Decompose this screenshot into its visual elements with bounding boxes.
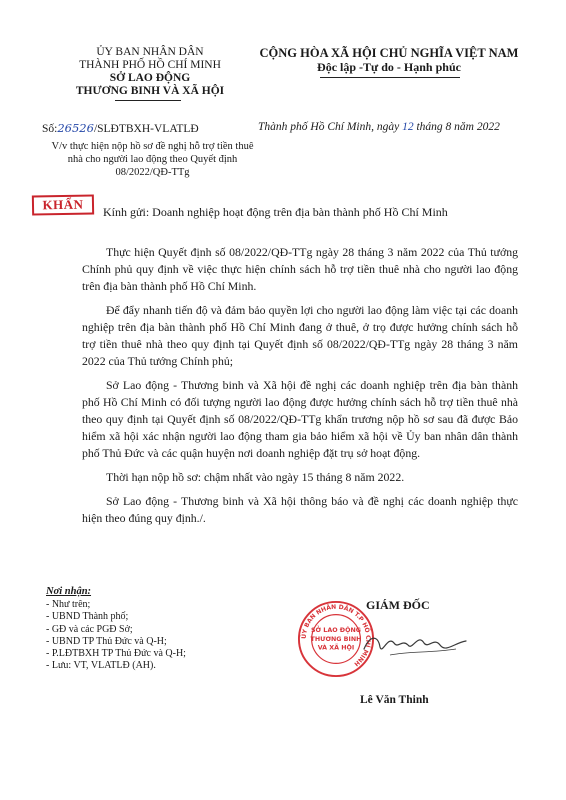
recipient-item: - P.LĐTBXH TP Thủ Đức và Q-H;: [46, 648, 186, 660]
agency-header: [40, 46, 260, 98]
signature-underline: [390, 649, 456, 655]
seal-inner-line-1: SỞ LAO ĐỘNG: [311, 627, 361, 635]
body-paragraph: Sở Lao động - Thương binh và Xã hội đề nghị các doanh nghiệp trên địa bàn thành phố Hồ Chí Minh có đối tượng người lao động được hưởng chính sách hỗ trợ tiền thuê nhà theo quy định tại Quyết định số 08/2022/QĐ-TTg khẩn trương nộp hồ sơ sau đã được Bảo hiểm xã hội xác nhận người lao động tham gia bảo hiểm xã hội về Ủy ban nhân dân thành phố Thủ Đức và các quận huyện nơi doanh nghiệp đặt trụ sở hoạt động.: [82, 378, 518, 460]
signature-stroke: [364, 638, 466, 649]
signer-title: GIÁM ĐỐC: [366, 598, 430, 612]
document-body: [82, 244, 518, 534]
agency-underline: [115, 100, 181, 101]
recipient-item: - Lưu: VT, VLATLĐ (AH).: [46, 660, 156, 672]
signer-name: Lê Văn Thinh: [360, 694, 429, 706]
agency-line-1: ỦY BAN NHÂN DÂN: [96, 46, 204, 58]
document-number-value: 26526: [57, 121, 94, 135]
date-prefix: Thành phố Hồ Chí Minh, ngày: [258, 121, 403, 133]
date-day: 12: [402, 121, 414, 133]
document-number-suffix: /SLĐTBXH-VLATLĐ: [93, 123, 199, 135]
recipient-item: - Như trên;: [46, 599, 91, 611]
body-paragraph: Thực hiện Quyết định số 08/2022/QĐ-TTg ngày 28 tháng 3 năm 2022 của Thủ tướng Chính phủ quy định về việc thực hiện chính sách hỗ trợ tiền thuê nhà cho người lao động trên địa bàn thành phố Hồ Chí Minh.: [82, 245, 518, 293]
seal-inner-line-2: THƯƠNG BINH: [310, 635, 362, 643]
recipient-item: - GĐ và các PGĐ Sở;: [46, 623, 133, 635]
recipient-item: - UBND TP Thủ Đức và Q-H;: [46, 635, 167, 647]
national-motto: Độc lập -Tự do - Hạnh phúc: [317, 60, 461, 74]
document-number-prefix: Số:: [42, 123, 58, 135]
handwritten-signature: [360, 625, 470, 665]
document-date: [258, 121, 500, 133]
urgent-stamp: KHẨN: [32, 194, 94, 215]
body-paragraph: Thời hạn nộp hồ sơ: chậm nhất vào ngày 15 tháng 8 năm 2022.: [106, 470, 405, 484]
addressee: Kính gửi: Doanh nghiệp hoạt động trên địa bàn thành phố Hồ Chí Minh: [103, 205, 448, 219]
agency-line-3: SỞ LAO ĐỘNG: [109, 72, 191, 84]
document-number: [42, 121, 199, 135]
national-title: CỘNG HÒA XÃ HỘI CHỦ NGHĨA VIỆT NAM: [259, 46, 519, 60]
agency-line-2: THÀNH PHỐ HỒ CHÍ MINH: [79, 59, 221, 71]
national-header: [244, 46, 534, 74]
seal-inner-line-3: VÀ XÃ HỘI: [317, 644, 355, 652]
recipients-title: Nơi nhận:: [46, 586, 92, 597]
body-paragraph: Sở Lao động - Thương binh và Xã hội thông báo và đề nghị các doanh nghiệp thực hiện theo đúng quy định./.: [82, 494, 518, 525]
date-suffix: tháng 8 năm 2022: [413, 121, 500, 133]
seal-outer-text: ỦY BAN NHÂN DÂN T.P HỒ CHÍ MINH: [300, 603, 372, 668]
recipient-item: - UBND Thành phố;: [46, 611, 129, 623]
motto-underline: [320, 77, 460, 78]
recipients-block: [46, 586, 186, 672]
document-subject: V/v thực hiện nộp hồ sơ đề nghị hỗ trợ tiền thuê nhà cho người lao động theo Quyết định 08/2022/QĐ-TTg: [51, 141, 254, 178]
agency-line-4: THƯƠNG BINH VÀ XÃ HỘI: [75, 85, 225, 97]
body-paragraph: Để đẩy nhanh tiến độ và đảm bảo quyền lợi cho người lao động làm việc tại các doanh nghiệp trên địa bàn thành phố Hồ Chí Minh đang ở thuê, ở trọ được hưởng chính sách hỗ trợ tiền thuê nhà theo quy định tại Quyết định số 08/2022/QĐ-TTg ngày 28 tháng 3 năm 2022 của Thủ tướng Chính phủ;: [82, 303, 518, 368]
